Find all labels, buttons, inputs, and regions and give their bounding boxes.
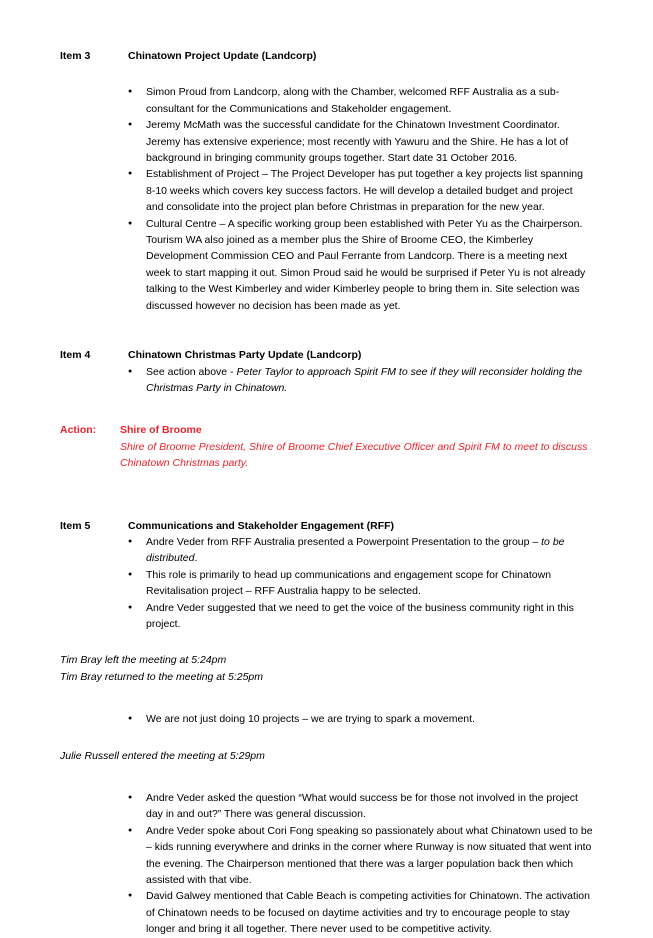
spacer — [0, 314, 653, 347]
note-tim-bray-left: Tim Bray left the meeting at 5:24pm — [60, 654, 227, 667]
list-item: ● We are not just doing 10 projects – we are trying to spark a movement. — [0, 711, 653, 727]
list-item: ● Andre Veder spoke about Cori Fong speaking so passionately about what Chinatown used to be – kids running everywhere and drinks in the corner where Runway is now situated that went into the evening. The Chairperson mentioned that there was a larger population back then which assisted with that vibe. — [0, 823, 653, 889]
list-item-text: See action above - — [146, 365, 237, 378]
note-tim-bray-returned: Tim Bray returned to the meeting at 5:25pm — [60, 670, 264, 683]
spacer — [0, 632, 653, 652]
spacer — [0, 728, 653, 748]
list-item-text: Andre Veder from RFF Australia presented a Powerpoint Presentation to the group – — [146, 535, 542, 548]
list-item: ● Andre Veder asked the question “What would success be for those not involved in the project day in and out?” There was general discussion. — [0, 790, 653, 823]
spacer — [0, 764, 653, 790]
item-5-bullet-list — [0, 534, 653, 632]
item-3-title: Chinatown Project Update (Landcorp) — [128, 50, 317, 62]
movement-bullet-list — [0, 711, 653, 727]
action-label: Action: — [60, 424, 97, 437]
list-item: ● Establishment of Project – The Project Developer has put together a key projects list spanning 8-10 weeks which covers key success factors. He will develop a detailed budget and project and consolidate into the project plan before Christmas in preparation for the new year. — [0, 166, 653, 215]
item-4-bullet-list — [0, 364, 653, 397]
list-item — [0, 534, 653, 567]
note-julie-russell-entered: Julie Russell entered the meeting at 5:29pm — [60, 749, 265, 762]
item-4-title: Chinatown Christmas Party Update (Landcorp) — [128, 349, 362, 362]
item-3-bullet-list — [0, 84, 653, 314]
item-4-label: Item 4 — [60, 349, 91, 362]
item-5-label: Item 5 — [60, 519, 91, 532]
spacer — [0, 64, 653, 84]
list-item-tail: . — [194, 552, 198, 565]
top-margin-spacer — [0, 0, 653, 48]
list-item — [0, 364, 653, 397]
list-item: ● Jeremy McMath was the successful candidate for the Chinatown Investment Coordinator. Jeremy has extensive experience; most recently with Yawuru and the Shire. He has a lot of background in bringing community groups together. Start date 31 October 2016. — [0, 117, 653, 166]
list-item: ● Simon Proud from Landcorp, along with the Chamber, welcomed RFF Australia as a sub-consultant for the Communications and Stakeholder engagement. — [0, 84, 653, 117]
list-item: ● Cultural Centre – A specific working group been established with Peter Yu as the Chairperson. Tourism WA also joined as a member plus the Shire of Broome CEO, the Kimberley Development Commission CEO and Paul Ferrante from Landcorp. There is a meeting next week to start mapping it out. Simon Proud said he would be surprised if Peter Yu is not already talking to the West Kimberley and wider Kimberley people to bring them in. Site selection was discussed however no decision has been made as yet. — [0, 216, 653, 314]
item-4-heading — [0, 347, 653, 363]
discussion-bullet-list — [0, 790, 653, 938]
action-heading: Shire of Broome — [120, 424, 202, 437]
item-3-heading — [0, 48, 653, 64]
list-item: ● Andre Veder suggested that we need to get the voice of the business community right in this project. — [0, 600, 653, 633]
action-detail: Shire of Broome President, Shire of Broome Chief Executive Officer and Spirit FM to meet to discuss Chinatown Christmas party. — [120, 440, 588, 470]
action-block — [0, 422, 653, 471]
item-5-title: Communications and Stakeholder Engagement (RFF) — [128, 519, 395, 532]
spacer — [0, 472, 653, 505]
action-body — [120, 422, 593, 471]
item-3-label: Item 3 — [60, 50, 91, 62]
list-item-emphasis: Peter Taylor to approach Spirit FM to see if they will reconsider holding the Christmas Party in Chinatown. — [146, 365, 583, 394]
item-5-heading — [0, 518, 653, 534]
list-item: ● David Galwey mentioned that Cable Beach is competing activities for Chinatown. The activation of Chinatown needs to be focused on daytime activities and try to encourage people to stay longer and bring it all together. There never used to be competitive activity. — [0, 888, 653, 937]
spacer — [0, 396, 653, 422]
spacer — [0, 685, 653, 711]
list-item-emphasis: to be distributed — [146, 535, 565, 565]
list-item: ● This role is primarily to head up communications and engagement scope for Chinatown Revitalisation project – RFF Australia happy to be selected. — [0, 567, 653, 600]
spacer — [0, 505, 653, 518]
